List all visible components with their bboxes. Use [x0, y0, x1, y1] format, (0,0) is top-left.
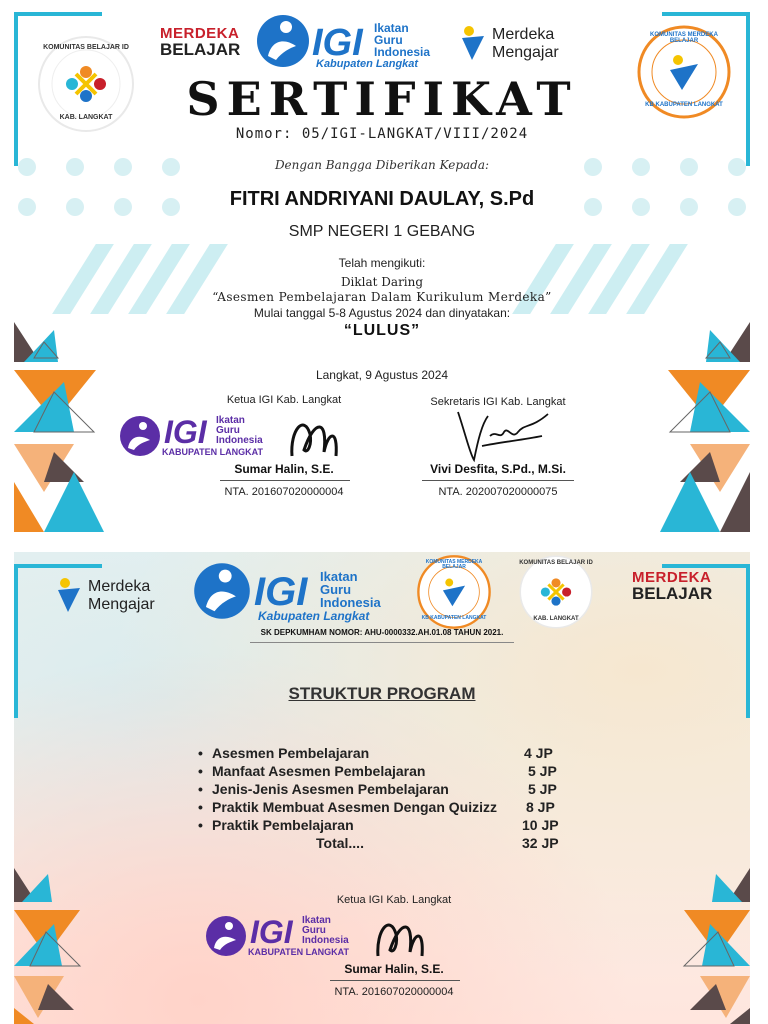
- merdeka-belajar-logo: [160, 26, 240, 58]
- total-value: 32 JP: [522, 835, 559, 851]
- item-name: Praktik Pembelajaran: [212, 817, 354, 833]
- signer-name: Vivi Desfita, S.Pd., M.Si.: [430, 462, 566, 476]
- logo-arc-top: KOMUNITAS BELAJAR ID: [519, 560, 593, 566]
- igi-line4: Kabupaten Langkat: [258, 609, 370, 623]
- event-date-line: Mulai tanggal 5-8 Agustus 2024 dan dinyatakan:: [253, 306, 511, 320]
- triangles-right-decoration: [650, 322, 750, 532]
- merdeka-mengajar-icon: [56, 576, 82, 614]
- igi-stamp-line3: Indonesia: [216, 435, 263, 446]
- program-title: STRUKTUR PROGRAM: [288, 684, 476, 703]
- belajar-word: BELAJAR: [632, 584, 713, 603]
- igi-line1: Ikatan: [320, 569, 358, 584]
- logo-arc-top: KOMUNITAS MERDEKA BELAJAR: [650, 32, 718, 44]
- item-jp: 10 JP: [522, 817, 559, 833]
- program-page: [14, 552, 750, 1024]
- igi-emblem-icon: [192, 560, 252, 622]
- event-name: “Asesmen Pembelajaran Dalam Kurikulum Merdeka”: [212, 290, 552, 304]
- igi-line3: Indonesia: [320, 595, 381, 610]
- igi-emblem-icon: [256, 12, 310, 70]
- igi-stamp-line4: KABUPATEN LANGKAT: [248, 947, 349, 957]
- igi-line2: Guru: [320, 582, 352, 597]
- merdeka-mengajar-line1: Merdeka: [88, 578, 151, 595]
- signature-ketua: [370, 910, 430, 966]
- signature-line: [220, 480, 350, 481]
- igi-line4: Kabupaten Langkat: [316, 58, 419, 70]
- certificate-page: [14, 0, 750, 532]
- igi-stamp-line1: Ikatan: [302, 915, 331, 926]
- igi-stamp-emblem-icon: [118, 414, 162, 458]
- recipient-name: FITRI ANDRIYANI DAULAY, S.Pd: [229, 188, 535, 210]
- sk-line: SK DEPKUMHAM NOMOR: AHU-0000332.AH.01.08 TAHUN 2021.: [260, 628, 504, 637]
- merdeka-belajar-logo: [632, 570, 712, 602]
- certificate-intro: Dengan Bangga Diberikan Kepada:: [274, 158, 490, 172]
- igi-line3: Indonesia: [374, 45, 431, 59]
- igi-stamp-line1: Ikatan: [216, 415, 245, 426]
- merdeka-mengajar-logo: [460, 22, 580, 66]
- merdeka-word: MERDEKA: [160, 25, 240, 42]
- item-jp: 8 JP: [526, 799, 555, 815]
- triangles-right-decoration: [670, 868, 750, 1024]
- merdeka-mengajar-line1: Merdeka: [492, 26, 555, 43]
- item-name: Manfaat Asesmen Pembelajaran: [212, 763, 426, 779]
- igi-stamp-line4: KABUPATEN LANGKAT: [162, 447, 263, 457]
- item-jp: 5 JP: [528, 763, 557, 779]
- item-name: Asesmen Pembelajaran: [212, 745, 370, 761]
- signer-role: Ketua IGI Kab. Langkat: [226, 394, 342, 406]
- igi-logo: [256, 12, 446, 72]
- certificate-title: SERTIFIKAT: [186, 72, 578, 126]
- item-jp: 5 JP: [528, 781, 557, 797]
- page-gap: [0, 532, 768, 552]
- signer-nta: NTA. 201607020000004: [334, 986, 454, 998]
- bullet: •: [198, 817, 203, 833]
- recipient-school: SMP NEGERI 1 GEBANG: [288, 223, 476, 240]
- komunitas-belajar-logo: [518, 554, 594, 630]
- event-type: Diklat Daring: [340, 275, 424, 289]
- triangles-left-decoration: [14, 868, 94, 1024]
- igi-stamp-line2: Guru: [302, 925, 326, 936]
- bullet: •: [198, 799, 203, 815]
- signature-sekretaris: [452, 406, 552, 464]
- bullet: •: [198, 745, 203, 761]
- igi-stamp-line3: Indonesia: [302, 935, 349, 946]
- result-text: “LULUS”: [343, 322, 421, 339]
- merdeka-mengajar-icon: [460, 24, 486, 62]
- logo-arc-bottom: KAB. LANGKAT: [59, 114, 113, 121]
- logo-arc-bottom: KB KABUPATEN LANGKAT: [645, 102, 723, 108]
- igi-stamp-line2: Guru: [216, 425, 240, 436]
- logo-arc-bottom: KB KABUPATEN LANGKAT: [421, 615, 487, 621]
- bullet: •: [198, 781, 203, 797]
- item-name: Praktik Membuat Asesmen Dengan Quizizz: [212, 799, 497, 815]
- triangles-left-decoration: [14, 322, 114, 532]
- logo-arc-top: KOMUNITAS MERDEKA BELAJAR: [425, 559, 483, 570]
- signer-name: Sumar Halin, S.E.: [234, 462, 334, 476]
- item-name: Jenis-Jenis Asesmen Pembelajaran: [212, 781, 449, 797]
- igi-mark: IGI: [312, 22, 363, 64]
- sk-underline: [250, 642, 514, 643]
- signer-role: Ketua IGI Kab. Langkat: [336, 894, 452, 906]
- item-jp: 4 JP: [524, 745, 553, 761]
- belajar-word: BELAJAR: [160, 40, 241, 59]
- igi-stamp-mark: IGI: [250, 914, 293, 950]
- place-date: Langkat, 9 Agustus 2024: [315, 368, 449, 382]
- signature-line: [422, 480, 574, 481]
- igi-line2: Guru: [374, 33, 403, 47]
- merdeka-word: MERDEKA: [632, 569, 712, 586]
- komunitas-merdeka-logo: [416, 554, 492, 630]
- merdeka-mengajar-line2: Mengajar: [88, 596, 155, 613]
- signer-nta: NTA. 201607020000004: [224, 486, 344, 498]
- igi-stamp-emblem-icon: [204, 914, 248, 958]
- signer-role: Sekretaris IGI Kab. Langkat: [430, 396, 566, 408]
- merdeka-mengajar-line2: Mengajar: [492, 44, 559, 61]
- signature-ketua: [284, 410, 344, 466]
- followed-label: Telah mengikuti:: [338, 256, 426, 270]
- igi-mark: IGI: [254, 570, 308, 614]
- bullet: •: [198, 763, 203, 779]
- merdeka-mengajar-logo: [56, 574, 176, 618]
- igi-line1: Ikatan: [374, 21, 409, 35]
- igi-logo: [192, 560, 402, 624]
- igi-stamp-mark: IGI: [164, 414, 207, 450]
- certificate-number: Nomor: 05/IGI-LANGKAT/VIII/2024: [235, 126, 529, 142]
- signer-nta: NTA. 202007020000075: [438, 486, 558, 498]
- signature-line: [330, 980, 460, 981]
- logo-arc-bottom: KAB. LANGKAT: [533, 616, 579, 622]
- total-label: Total....: [316, 835, 364, 851]
- logo-arc-top: KOMUNITAS BELAJAR ID: [43, 44, 129, 51]
- signer-name: Sumar Halin, S.E.: [344, 962, 444, 976]
